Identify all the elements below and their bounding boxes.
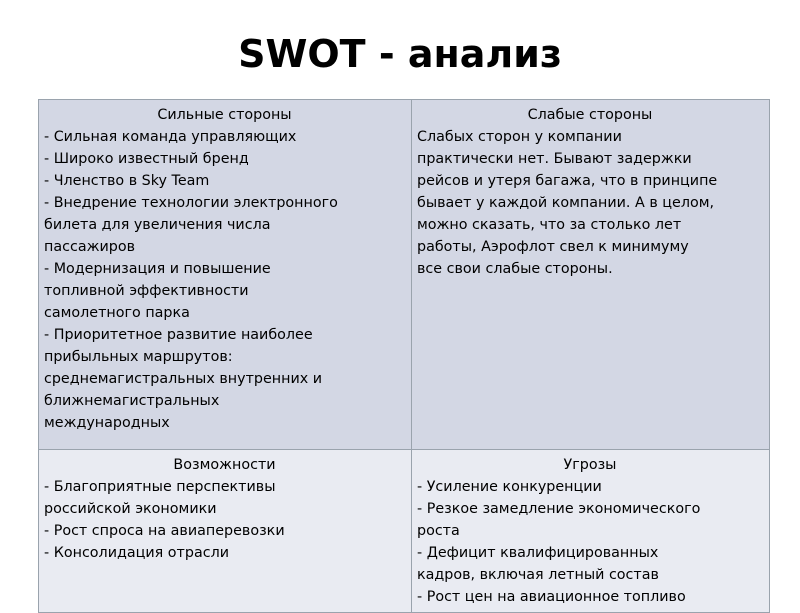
- weaknesses-line: рейсов и утеря багажа, что в принципе: [417, 173, 718, 189]
- weaknesses-line: можно сказать, что за столько лет: [417, 217, 682, 233]
- threats-line: роста: [417, 523, 460, 539]
- opportunities-line: - Благоприятные перспективы: [44, 479, 276, 495]
- strengths-cell: [39, 100, 412, 450]
- weaknesses-line: Слабых сторон у компании: [417, 129, 622, 145]
- strengths-line: - Модернизация и повышение: [44, 261, 271, 277]
- strengths-line: - Приоритетное развитие наиболее: [44, 327, 313, 343]
- weaknesses-header: Слабые стороны: [527, 107, 653, 123]
- threats-line: - Резкое замедление экономического: [417, 501, 701, 517]
- strengths-line: - Сильная команда управляющих: [44, 129, 297, 145]
- strengths-line: ближнемагистральных: [44, 393, 220, 409]
- strengths-line: топливной эффективности: [44, 283, 249, 299]
- strengths-line: среднемагистральных внутренних и: [44, 371, 323, 387]
- threats-line: кадров, включая летный состав: [417, 567, 659, 583]
- page-title: SWOT - анализ: [238, 32, 562, 76]
- weaknesses-line: бывает у каждой компании. А в целом,: [417, 195, 715, 211]
- opportunities-cell: [39, 450, 412, 613]
- strengths-line: - Широко известный бренд: [44, 151, 249, 167]
- opportunities-line: российской экономики: [44, 501, 217, 517]
- threats-line: - Дефицит квалифицированных: [417, 545, 659, 561]
- weaknesses-line: работы, Аэрофлот свел к минимуму: [417, 239, 689, 255]
- strengths-line: билета для увеличения числа: [44, 217, 271, 233]
- strengths-line: - Членство в Sky Team: [44, 173, 210, 189]
- threats-line: - Рост цен на авиационное топливо: [417, 589, 686, 605]
- strengths-line: самолетного парка: [44, 305, 190, 321]
- strengths-line: прибыльных маршрутов:: [44, 349, 233, 365]
- strengths-line: - Внедрение технологии электронного: [44, 195, 338, 211]
- opportunities-line: - Рост спроса на авиаперевозки: [44, 523, 285, 539]
- swot-table: [38, 99, 770, 613]
- strengths-line: пассажиров: [44, 239, 136, 255]
- swot-row-top: [39, 100, 770, 450]
- strengths-header: Сильные стороны: [157, 107, 292, 123]
- threats-cell: [412, 450, 770, 613]
- weaknesses-line: практически нет. Бывают задержки: [417, 151, 692, 167]
- threats-header: Угрозы: [563, 457, 617, 473]
- opportunities-line: - Консолидация отрасли: [44, 545, 230, 561]
- weaknesses-line: все свои слабые стороны.: [417, 261, 613, 277]
- swot-row-bottom: [39, 450, 770, 613]
- threats-line: - Усиление конкуренции: [417, 479, 602, 495]
- opportunities-header: Возможности: [173, 457, 276, 473]
- strengths-line: международных: [44, 415, 170, 431]
- weaknesses-cell: [412, 100, 770, 450]
